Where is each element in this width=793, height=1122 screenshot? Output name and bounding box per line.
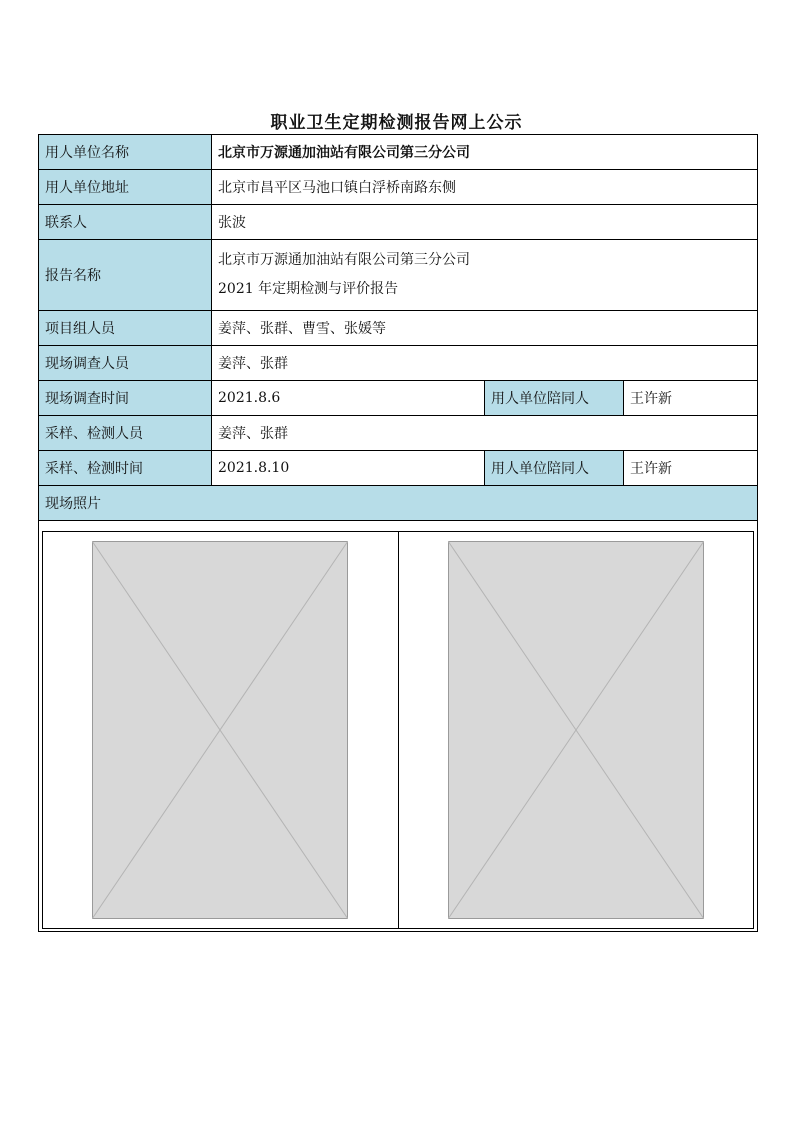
site-photo-left — [92, 541, 348, 919]
row-site-photos — [39, 486, 758, 521]
photo-frame — [42, 531, 754, 929]
row-sampling-time — [39, 451, 758, 486]
employer-name-value: 北京市万源通加油站有限公司第三分公司 — [212, 135, 758, 170]
employer-address-value: 北京市昌平区马池口镇白浮桥南路东侧 — [212, 170, 758, 205]
contact-label: 联系人 — [39, 205, 212, 240]
project-team-value: 姜萍、张群、曹雪、张媛等 — [212, 311, 758, 346]
row-photos — [39, 521, 758, 932]
photo-slot-right — [398, 532, 754, 928]
site-investigators-label: 现场调查人员 — [39, 346, 212, 381]
row-sampling-staff — [39, 416, 758, 451]
report-name-value — [212, 240, 758, 311]
report-name-line-1: 北京市万源通加油站有限公司第三分公司 — [218, 252, 470, 269]
row-employer-address — [39, 170, 758, 205]
employer-name-label: 用人单位名称 — [39, 135, 212, 170]
row-project-team — [39, 311, 758, 346]
row-contact — [39, 205, 758, 240]
site-photo-right — [448, 541, 704, 919]
photo-slot-left — [43, 532, 398, 928]
site-accompany-value: 王许新 — [624, 381, 758, 416]
sampling-accompany-value: 王许新 — [624, 451, 758, 486]
employer-address-label: 用人单位地址 — [39, 170, 212, 205]
sampling-time-label: 采样、检测时间 — [39, 451, 212, 486]
site-accompany-label: 用人单位陪同人 — [485, 381, 624, 416]
sampling-staff-label: 采样、检测人员 — [39, 416, 212, 451]
sampling-staff-value: 姜萍、张群 — [212, 416, 758, 451]
site-photos-label: 现场照片 — [39, 486, 758, 521]
sampling-accompany-label: 用人单位陪同人 — [485, 451, 624, 486]
row-site-investigators — [39, 346, 758, 381]
report-name-line-2: 2021 年定期检测与评价报告 — [218, 281, 399, 297]
disclosure-table — [38, 134, 758, 932]
site-investigation-time-label: 现场调查时间 — [39, 381, 212, 416]
site-investigators-value: 姜萍、张群 — [212, 346, 758, 381]
report-name-label: 报告名称 — [39, 240, 212, 311]
project-team-label: 项目组人员 — [39, 311, 212, 346]
document-title: 职业卫生定期检测报告网上公示 — [270, 113, 523, 133]
row-report-name — [39, 240, 758, 311]
row-site-investigation-time — [39, 381, 758, 416]
contact-value: 张波 — [212, 205, 758, 240]
photos-cell — [39, 521, 758, 932]
row-employer-name — [39, 135, 758, 170]
site-investigation-time-value: 2021.8.6 — [212, 381, 485, 416]
sampling-time-value: 2021.8.10 — [212, 451, 485, 486]
